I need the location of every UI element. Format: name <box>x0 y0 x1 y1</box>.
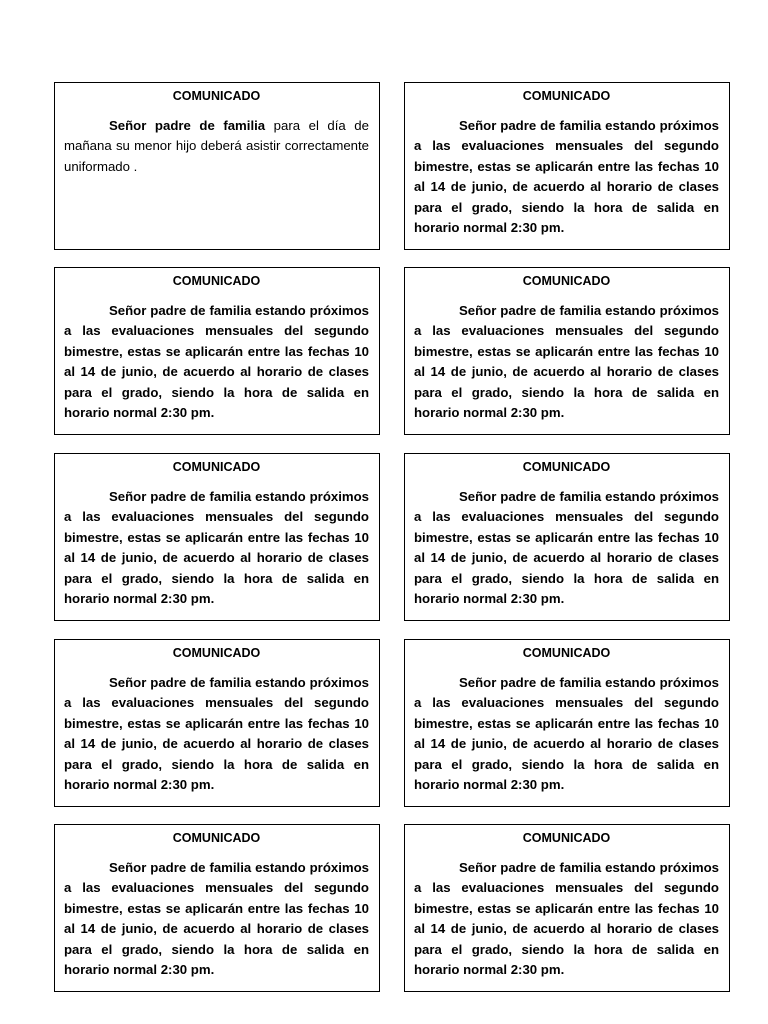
notice-body: Señor padre de familia estando próximos a las evaluaciones mensuales del segundo bimestre, estas se aplicarán entre las fechas 10 al 14 de junio, de acuerdo al horario de clases para el grado, siendo la hora de salida en horario normal 2:30 pm. <box>414 303 719 421</box>
notice-title: COMUNICADO <box>522 274 611 288</box>
notice-greeting: Señor padre de familia <box>109 118 266 133</box>
notice-title: COMUNICADO <box>172 646 261 660</box>
notice-title: COMUNICADO <box>172 460 261 474</box>
notice-card-3 <box>54 267 380 435</box>
notice-title: COMUNICADO <box>522 646 611 660</box>
notice-card-10 <box>404 824 730 992</box>
notice-body <box>64 116 369 177</box>
notice-card-7 <box>54 639 380 807</box>
notice-title: COMUNICADO <box>522 89 611 103</box>
notice-card-4 <box>404 267 730 435</box>
notice-title: COMUNICADO <box>172 274 261 288</box>
notice-title: COMUNICADO <box>522 460 611 474</box>
notice-card-5 <box>54 453 380 621</box>
notice-body: Señor padre de familia estando próximos a las evaluaciones mensuales del segundo bimestre, estas se aplicarán entre las fechas 10 al 14 de junio, de acuerdo al horario de clases para el grado, siendo la hora de salida en horario normal 2:30 pm. <box>414 860 719 978</box>
notice-card-6 <box>404 453 730 621</box>
notice-body: Señor padre de familia estando próximos a las evaluaciones mensuales del segundo bimestre, estas se aplicarán entre las fechas 10 al 14 de junio, de acuerdo al horario de clases para el grado, siendo la hora de salida en horario normal 2:30 pm. <box>64 489 369 607</box>
notice-title: COMUNICADO <box>172 831 261 845</box>
notice-body: Señor padre de familia estando próximos a las evaluaciones mensuales del segundo bimestre, estas se aplicarán entre las fechas 10 al 14 de junio, de acuerdo al horario de clases para el grado, siendo la hora de salida en horario normal 2:30 pm. <box>414 118 719 236</box>
notice-body: Señor padre de familia estando próximos a las evaluaciones mensuales del segundo bimestre, estas se aplicarán entre las fechas 10 al 14 de junio, de acuerdo al horario de clases para el grado, siendo la hora de salida en horario normal 2:30 pm. <box>64 860 369 978</box>
notice-body: Señor padre de familia estando próximos a las evaluaciones mensuales del segundo bimestre, estas se aplicarán entre las fechas 10 al 14 de junio, de acuerdo al horario de clases para el grado, siendo la hora de salida en horario normal 2:30 pm. <box>414 489 719 607</box>
notice-card-9 <box>54 824 380 992</box>
notice-title: COMUNICADO <box>522 831 611 845</box>
notice-body: Señor padre de familia estando próximos a las evaluaciones mensuales del segundo bimestre, estas se aplicarán entre las fechas 10 al 14 de junio, de acuerdo al horario de clases para el grado, siendo la hora de salida en horario normal 2:30 pm. <box>64 303 369 421</box>
notice-card-8 <box>404 639 730 807</box>
notice-title: COMUNICADO <box>172 89 261 103</box>
notice-body: Señor padre de familia estando próximos a las evaluaciones mensuales del segundo bimestre, estas se aplicarán entre las fechas 10 al 14 de junio, de acuerdo al horario de clases para el grado, siendo la hora de salida en horario normal 2:30 pm. <box>64 675 369 793</box>
notice-card-2 <box>404 82 730 250</box>
notice-message: para el día de mañana su menor hijo deberá asistir correctamente uniformado . <box>64 118 369 174</box>
notice-body: Señor padre de familia estando próximos a las evaluaciones mensuales del segundo bimestre, estas se aplicarán entre las fechas 10 al 14 de junio, de acuerdo al horario de clases para el grado, siendo la hora de salida en horario normal 2:30 pm. <box>414 675 719 793</box>
notice-card-1 <box>54 82 380 250</box>
